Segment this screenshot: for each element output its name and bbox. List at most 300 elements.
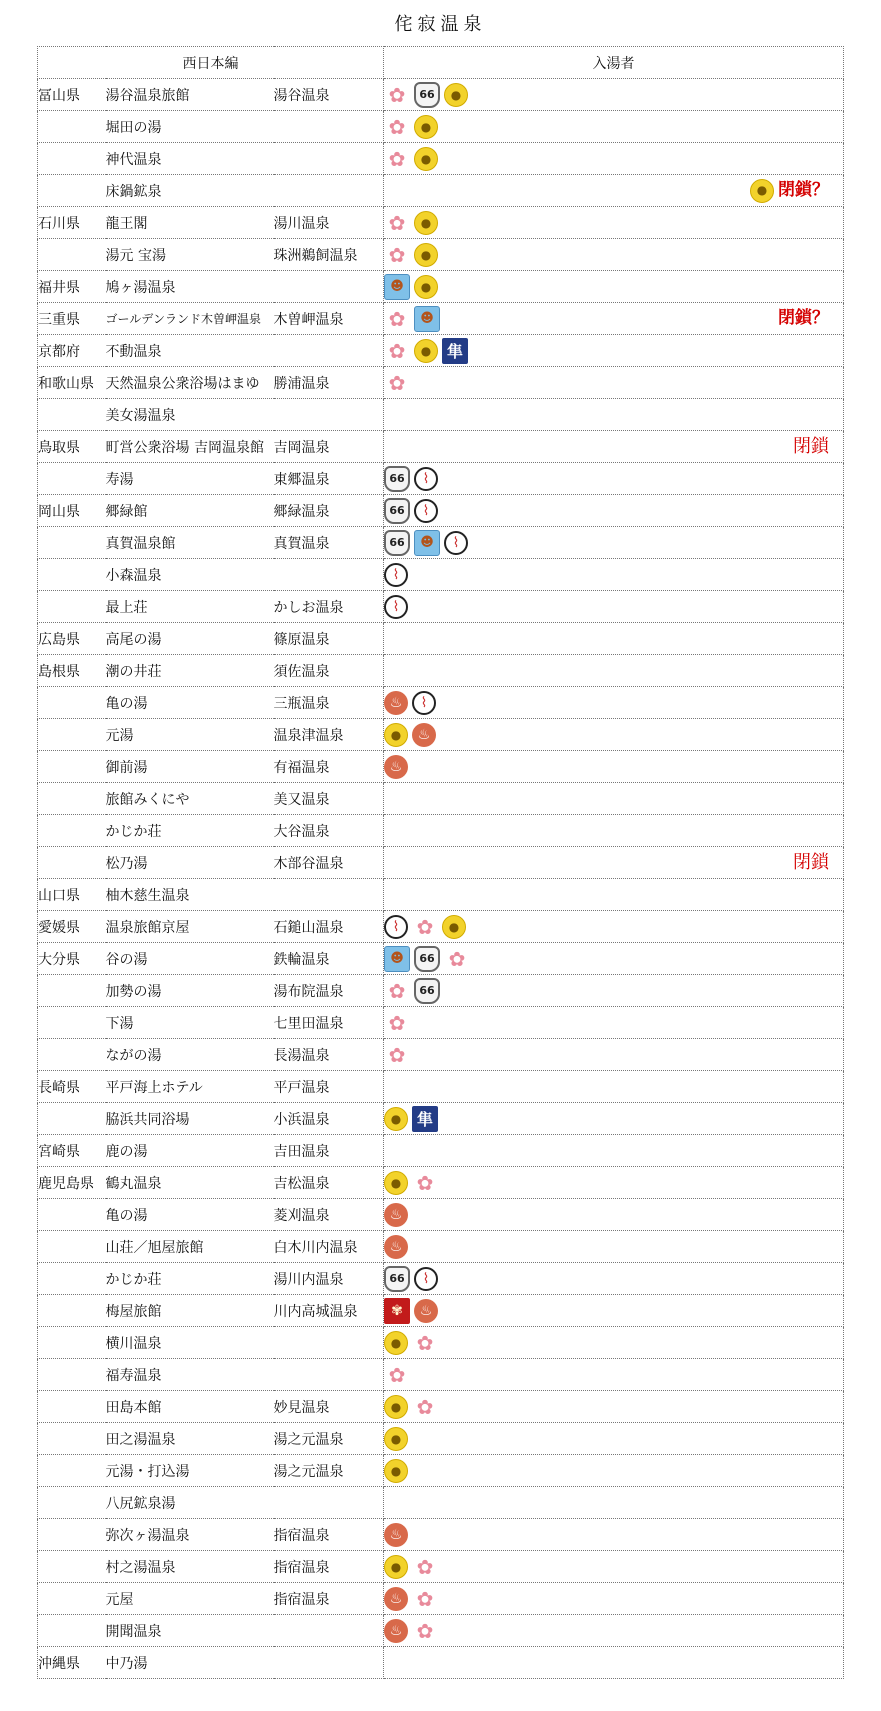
facility-name-cell [106,623,274,655]
baseball-icon: ⌇ [384,563,408,587]
pink-shell-icon: ✿ [416,1330,434,1355]
prefecture-cell: 鹿児島県 [38,1167,106,1199]
facility-name: 堀田の湯 [105,119,162,136]
facility-name-cell [106,1327,274,1359]
prefecture-cell [38,1199,106,1231]
table-row [38,1423,844,1455]
prefecture-cell: 冨山県 [38,79,106,111]
facility-name-cell [106,1391,274,1423]
onsen-area-cell: かしお温泉 [274,591,384,623]
prefecture-cell: 沖縄県 [38,1647,106,1679]
prefecture-cell: 大分県 [38,943,106,975]
facility-name: 郷緑館 [105,503,148,520]
onsen-area-cell: 石鎚山温泉 [274,911,384,943]
facility-name: 旅館みくにや [105,791,190,808]
facility-name: 不動温泉 [105,343,162,360]
character-face-icon: ☻ [384,274,410,300]
visitors-cell [384,175,844,207]
visitor-icons [384,655,843,686]
visitors-cell [384,1263,844,1295]
facility-name-cell [106,719,274,751]
visitor-icons [384,1103,843,1134]
visitors-cell [384,1199,844,1231]
prefecture-cell [38,1327,106,1359]
pink-shell-icon: ✿ [388,82,406,107]
facility-name-cell [106,655,274,687]
prefecture-cell: 島根県 [38,655,106,687]
table-row [38,1103,844,1135]
prefecture-cell [38,1455,106,1487]
visitor-icons [384,367,843,398]
facility-name-cell [106,79,274,111]
facility-name-cell [106,463,274,495]
table-row [38,975,844,1007]
visitor-icons [384,1391,843,1422]
table-body [38,79,844,1679]
pink-shell-icon: ✿ [388,1362,406,1387]
yellow-bird-icon: ● [384,1459,408,1483]
visitors-cell [384,943,844,975]
facility-name-cell [106,1551,274,1583]
visitor-icons [384,559,843,590]
baseball-icon: ⌇ [414,499,438,523]
table-row [38,1391,844,1423]
closed-note [750,175,829,206]
prefecture-cell [38,591,106,623]
onsen-area-cell: 有福温泉 [274,751,384,783]
facility-name-cell [106,1231,274,1263]
visitors-cell [384,1583,844,1615]
visitors-cell [384,143,844,175]
visitor-icons [384,431,843,462]
orange-onsen-symbol-icon: ♨ [384,1235,408,1259]
prefecture-cell [38,239,106,271]
table-row [38,207,844,239]
visitor-icons [384,847,843,878]
visitor-icons [384,1071,843,1102]
route-66-sign-icon: 66 [414,946,440,972]
visitor-icons [384,943,843,974]
facility-name: 弥次ヶ湯温泉 [105,1527,190,1544]
visitor-icons [384,239,843,270]
onsen-area-cell [274,559,384,591]
visitors-cell [384,1295,844,1327]
facility-name-cell [106,815,274,847]
visitors-cell [384,879,844,911]
onsen-area-cell: 湯布院温泉 [274,975,384,1007]
table-row [38,111,844,143]
prefecture-cell [38,1231,106,1263]
onsen-area-cell: 指宿温泉 [274,1551,384,1583]
onsen-area-cell: 妙見温泉 [274,1391,384,1423]
character-face-icon: ☻ [384,946,410,972]
facility-name-cell [106,303,274,335]
facility-name: 寿湯 [105,471,134,488]
prefecture-cell: 山口県 [38,879,106,911]
prefecture-cell [38,1423,106,1455]
facility-name-cell [106,911,274,943]
table-row [38,751,844,783]
facility-name-cell [106,143,274,175]
prefecture-cell [38,559,106,591]
prefecture-cell [38,815,106,847]
onsen-table [37,46,844,1679]
facility-name-cell [106,335,274,367]
visitor-icons [384,975,843,1006]
table-row [38,143,844,175]
visitors-cell [384,751,844,783]
prefecture-cell [38,975,106,1007]
onsen-area-cell [274,111,384,143]
visitors-cell [384,1391,844,1423]
table-row [38,399,844,431]
prefecture-cell [38,1359,106,1391]
visitor-icons [384,879,843,910]
onsen-area-cell [274,1327,384,1359]
route-66-sign-icon: 66 [414,82,440,108]
table-row [38,463,844,495]
facility-name-cell [106,847,274,879]
baseball-icon: ⌇ [414,467,438,491]
visitors-cell [384,783,844,815]
onsen-area-cell: 篠原温泉 [274,623,384,655]
prefecture-cell [38,111,106,143]
table-row [38,847,844,879]
table-row [38,719,844,751]
facility-name-cell [106,687,274,719]
prefecture-cell [38,143,106,175]
facility-name-cell [106,1135,274,1167]
table-row [38,431,844,463]
facility-name: 龍王閣 [105,215,148,232]
facility-name: 鹿の湯 [105,1143,148,1160]
onsen-area-cell: 勝浦温泉 [274,367,384,399]
prefecture-cell [38,847,106,879]
pink-shell-icon: ✿ [388,210,406,235]
prefecture-cell [38,1103,106,1135]
facility-name: 加勢の湯 [105,983,162,1000]
onsen-area-cell: 指宿温泉 [274,1519,384,1551]
baseball-icon: ⌇ [412,691,436,715]
route-66-sign-icon: 66 [384,530,410,556]
onsen-area-cell: 吉岡温泉 [274,431,384,463]
header-visitors: 入湯者 [384,47,844,79]
closed-note [793,431,829,462]
onsen-area-cell: 小浜温泉 [274,1103,384,1135]
visitor-icons [384,719,843,750]
table-row [38,1647,844,1679]
facility-name: 床鍋鉱泉 [105,183,162,200]
facility-name-cell [106,495,274,527]
onsen-area-cell [274,271,384,303]
baseball-icon: ⌇ [444,531,468,555]
table-row [38,175,844,207]
facility-name: 神代温泉 [105,151,162,168]
pink-shell-icon: ✿ [416,1394,434,1419]
yellow-bird-icon: ● [384,723,408,747]
pink-shell-icon: ✿ [388,306,406,331]
yellow-bird-icon: ● [384,1107,408,1131]
visitors-cell [384,111,844,143]
visitor-icons [384,1359,843,1390]
character-face-icon: ☻ [414,530,440,556]
prefecture-cell: 長崎県 [38,1071,106,1103]
visitors-cell [384,1135,844,1167]
visitors-cell [384,847,844,879]
onsen-area-cell: 長湯温泉 [274,1039,384,1071]
visitors-cell [384,1551,844,1583]
facility-name: 脇浜共同浴場 [105,1111,190,1128]
pink-shell-icon: ✿ [388,1010,406,1035]
table-row [38,1551,844,1583]
prefecture-cell: 鳥取県 [38,431,106,463]
facility-name: ゴールデンランド木曽岬温泉 [105,312,262,326]
facility-name: 山荘／旭屋旅館 [105,1239,204,1256]
facility-name: かじか荘 [105,823,162,840]
yellow-bird-icon: ● [414,147,438,171]
visitors-cell [384,1519,844,1551]
visitor-icons [384,399,843,430]
yellow-bird-icon: ● [384,1171,408,1195]
visitor-icons [384,271,843,302]
onsen-area-cell: 平戸温泉 [274,1071,384,1103]
prefecture-cell [38,687,106,719]
onsen-area-cell: 吉田温泉 [274,1135,384,1167]
facility-name-cell [106,1071,274,1103]
visitor-icons [384,1455,843,1486]
facility-name: 亀の湯 [105,1207,148,1224]
visitors-cell [384,271,844,303]
visitors-cell [384,719,844,751]
onsen-area-cell: 珠洲鵜飼温泉 [274,239,384,271]
onsen-area-cell: 温泉津温泉 [274,719,384,751]
pink-shell-icon: ✿ [416,1586,434,1611]
visitor-icons [384,335,843,366]
table-row [38,1519,844,1551]
table-row [38,527,844,559]
pink-shell-icon: ✿ [448,946,466,971]
facility-name: 亀の湯 [105,695,148,712]
onsen-area-cell: 湯之元温泉 [274,1455,384,1487]
prefecture-cell [38,783,106,815]
onsen-area-cell: 白木川内温泉 [274,1231,384,1263]
facility-name: 天然温泉公衆浴場はまゆ [105,375,260,392]
table-row [38,1071,844,1103]
visitors-cell [384,623,844,655]
visitor-icons [384,687,843,718]
facility-name: 鶴丸温泉 [105,1175,162,1192]
facility-name: 田之湯温泉 [105,1431,176,1448]
yellow-bird-icon: ● [414,115,438,139]
facility-name: 鳩ヶ湯温泉 [105,279,176,296]
yellow-bird-icon: ● [750,179,774,203]
facility-name-cell [106,1487,274,1519]
table-row [38,1295,844,1327]
facility-name: 開聞温泉 [105,1623,162,1640]
facility-name: 真賀温泉館 [105,535,176,552]
facility-name-cell [106,943,274,975]
facility-name: 湯谷温泉旅館 [105,87,190,104]
prefecture-cell [38,719,106,751]
pink-shell-icon: ✿ [388,114,406,139]
prefecture-cell [38,1519,106,1551]
visitor-icons [384,527,843,558]
facility-name: 元湯・打込湯 [105,1463,190,1480]
facility-name: 梅屋旅館 [105,1303,162,1320]
visitors-cell [384,495,844,527]
table-row [38,1487,844,1519]
visitor-icons [384,911,843,942]
visitor-icons [384,783,843,814]
table-row [38,559,844,591]
facility-name: 元湯 [105,727,134,744]
facility-name: 湯元 宝湯 [105,247,166,264]
table-row [38,303,844,335]
onsen-area-cell: 湯之元温泉 [274,1423,384,1455]
facility-name-cell [106,1103,274,1135]
table-row [38,335,844,367]
prefecture-cell [38,1583,106,1615]
facility-name-cell [106,1423,274,1455]
onsen-area-cell: 指宿温泉 [274,1583,384,1615]
visitor-icons [384,815,843,846]
visitor-icons [384,1039,843,1070]
visitors-cell [384,687,844,719]
visitor-icons [384,303,843,334]
pink-shell-icon: ✿ [388,242,406,267]
prefecture-cell: 石川県 [38,207,106,239]
character-face-icon: ☻ [414,306,440,332]
visitors-cell [384,1359,844,1391]
table-row [38,1359,844,1391]
visitors-cell [384,591,844,623]
prefecture-cell: 愛媛県 [38,911,106,943]
prefecture-cell: 三重県 [38,303,106,335]
yellow-bird-icon: ● [414,275,438,299]
facility-name: 温泉旅館京屋 [105,919,190,936]
onsen-area-cell [274,175,384,207]
facility-name: 田島本館 [105,1399,162,1416]
table-row [38,1007,844,1039]
visitor-icons [384,1487,843,1518]
onsen-area-cell: 郷緑温泉 [274,495,384,527]
visitor-icons [384,143,843,174]
orange-onsen-symbol-icon: ♨ [384,755,408,779]
visitors-cell [384,975,844,1007]
onsen-area-cell [274,1647,384,1679]
onsen-area-cell: 湯川内温泉 [274,1263,384,1295]
hayabusa-kanji-icon: 隼 [442,338,468,364]
visitor-icons [384,1263,843,1294]
facility-name-cell [106,1199,274,1231]
visitors-cell [384,1039,844,1071]
closed-note [793,847,829,878]
table-row [38,879,844,911]
yellow-bird-icon: ● [414,339,438,363]
yellow-bird-icon: ● [384,1555,408,1579]
visitors-cell [384,1327,844,1359]
visitors-cell [384,815,844,847]
yellow-bird-icon: ● [384,1395,408,1419]
table-row [38,1327,844,1359]
prefecture-cell: 福井県 [38,271,106,303]
closed-note-text: 閉鎖 [793,436,829,457]
facility-name-cell [106,591,274,623]
pink-shell-icon: ✿ [388,338,406,363]
facility-name-cell [106,1647,274,1679]
prefecture-cell [38,175,106,207]
visitors-cell [384,1423,844,1455]
facility-name-cell [106,207,274,239]
facility-name-cell [106,1455,274,1487]
facility-name: 村之湯温泉 [105,1559,176,1576]
visitors-cell [384,367,844,399]
visitor-icons [384,1519,843,1550]
onsen-area-cell: 木曽岬温泉 [274,303,384,335]
prefecture-cell [38,1391,106,1423]
pink-shell-icon: ✿ [388,1042,406,1067]
prefecture-cell [38,527,106,559]
facility-name-cell [106,1359,274,1391]
onsen-area-cell [274,143,384,175]
table-row [38,1455,844,1487]
facility-name-cell [106,175,274,207]
visitor-icons [384,1167,843,1198]
table-row [38,911,844,943]
onsen-area-cell [274,399,384,431]
onsen-area-cell: 木部谷温泉 [274,847,384,879]
facility-name-cell [106,1007,274,1039]
facility-name-cell [106,1615,274,1647]
facility-name-cell [106,239,274,271]
onsen-area-cell: 美又温泉 [274,783,384,815]
table-row [38,495,844,527]
closed-note-text: 閉鎖？ [778,180,829,200]
visitor-icons [384,463,843,494]
visitors-cell [384,655,844,687]
facility-name: 横川温泉 [105,1335,162,1352]
route-66-sign-icon: 66 [384,498,410,524]
onsen-area-cell: 吉松温泉 [274,1167,384,1199]
prefecture-cell [38,1551,106,1583]
visitor-icons [384,1327,843,1358]
visitors-cell [384,1455,844,1487]
visitors-cell [384,335,844,367]
visitors-cell [384,1647,844,1679]
visitors-cell [384,399,844,431]
onsen-area-cell [274,879,384,911]
visitors-cell [384,431,844,463]
orange-onsen-symbol-icon: ♨ [384,1587,408,1611]
visitors-cell [384,1615,844,1647]
baseball-icon: ⌇ [384,915,408,939]
table-row [38,943,844,975]
facility-name-cell [106,879,274,911]
table-row [38,815,844,847]
visitors-cell [384,239,844,271]
facility-name-cell [106,367,274,399]
visitors-cell [384,1103,844,1135]
table-row [38,783,844,815]
table-row [38,623,844,655]
visitors-cell [384,527,844,559]
closed-note [778,303,829,334]
orange-onsen-symbol-icon: ♨ [412,723,436,747]
orange-onsen-symbol-icon: ♨ [384,1619,408,1643]
pink-shell-icon: ✿ [416,1170,434,1195]
facility-name: 松乃湯 [105,855,148,872]
pink-shell-icon: ✿ [416,1618,434,1643]
